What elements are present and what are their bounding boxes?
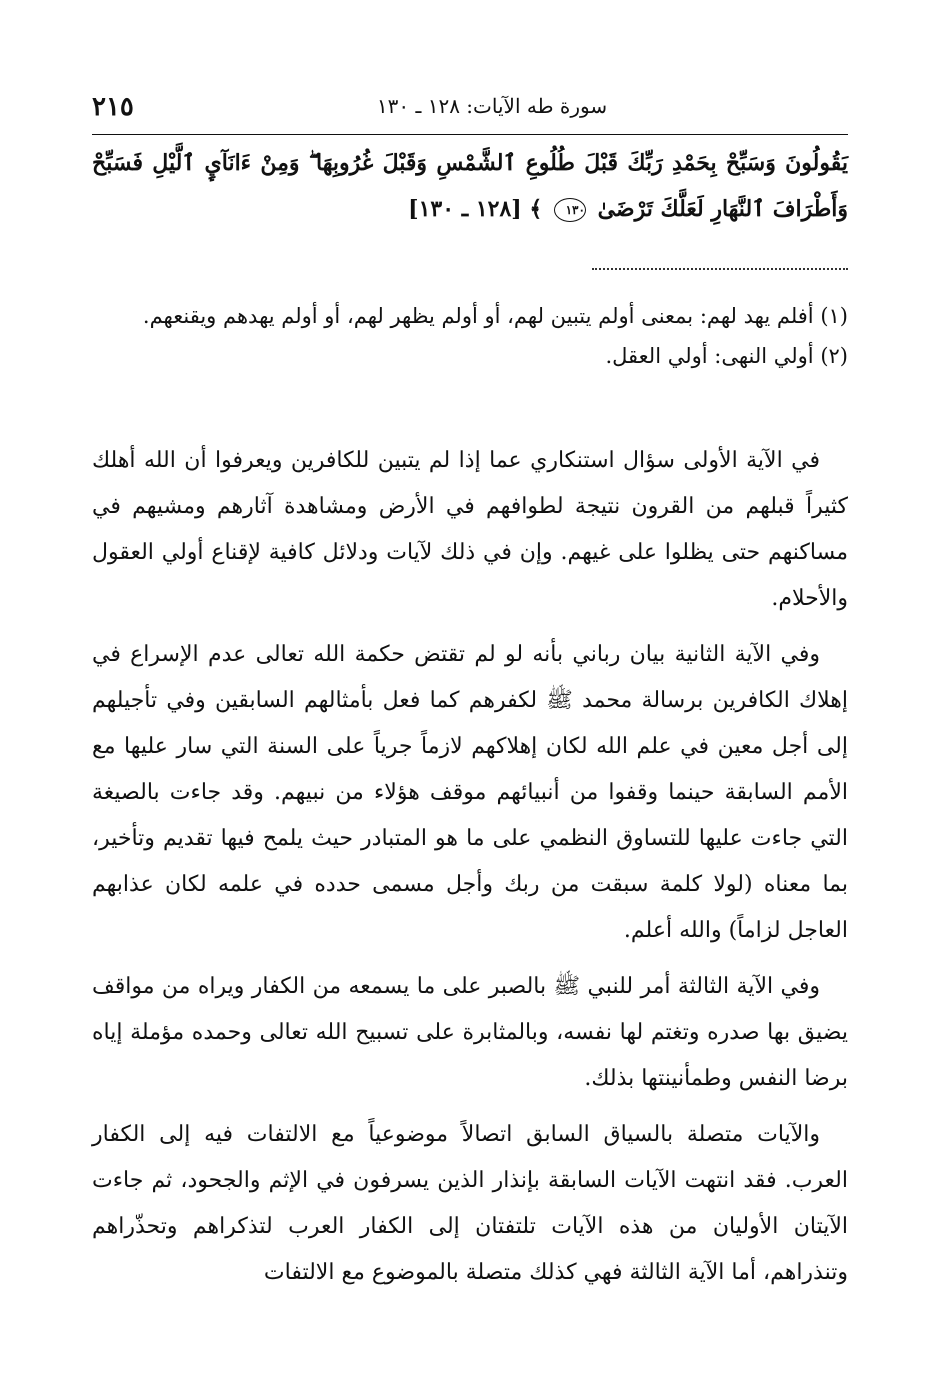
page-number: ٢١٥: [92, 92, 134, 122]
footnote-separator: [592, 268, 848, 270]
paragraph-2: وفي الآية الثانية بيان رباني بأنه لو لم تقتض حكمة الله تعالى عدم الإسراع في إهلاك الكافرين برسالة محمد ﷺ لكفرهم كما فعل بأمثالهم السابقين وفي تأجيلهم إلى أجل معين في علم الله لكان إهلاكهم لازماً جرياً على السنة التي سار عليها مع الأمم السابقة حينما وقفوا من أنبيائهم موقف هؤلاء من نبيهم. وقد جاءت بالصيغة التي جاءت عليها للتساوق النظمي على ما هو المتبادر حيث يلمح فيها تقديم وتأخير، بما معناه (لولا كلمة سبقت من ربك وأجل مسمى حدده في علمه لكان عذابهم العاجل لزاماً) والله أعلم.: [92, 642, 848, 943]
paragraph-1: في الآية الأولى سؤال استنكاري عما إذا لم يتبين للكافرين ويعرفوا أن الله أهلك كثيراً قبلهم من القرون نتيجة لطوافهم في الأرض ومشاهدة آثارهم ومشيهم في مساكنهم حتى يظلوا على غيهم. وإن في ذلك لآيات ودلائل كافية لإقناع أولي العقول والأحلام.: [92, 448, 848, 611]
paragraph-4: والآيات متصلة بالسياق السابق اتصالاً موضوعياً مع الالتفات فيه إلى الكفار العرب. فقد انتهت الآيات السابقة بإنذار الذين يسرفون في الإثم والجحود، ثم جاءت الآيتان الأوليان من هذه الآيات تلتفتان إلى الكفار العرب لتذكراهم وتحذّراهم وتنذراهم، أما الآية الثالثة فهي كذلك متصلة بالموضوع مع الالتفات: [92, 1122, 848, 1285]
page-header: [92, 88, 848, 135]
verse-reference: [١٢٨ ـ ١٣٠]: [408, 196, 522, 222]
ayah-number-mark: ١٣٠: [554, 198, 586, 222]
footnote-2: (٢) أولي النهى: أولي العقل.: [605, 344, 848, 368]
quran-verse: [92, 140, 848, 232]
footnotes: [92, 296, 848, 376]
verse-end-mark: ﴾: [529, 196, 543, 222]
footnote-1: (١) أفلم يهد لهم: بمعنى أولم يتبين لهم، أو أولم يظهر لهم، أو أولم يهدهم ويقنعهم.: [142, 304, 848, 328]
paragraph-3: وفي الآية الثالثة أمر للنبي ﷺ بالصبر على ما يسمعه من الكفار ويراه من مواقف يضيق بها صدره وتغتم لها نفسه، وبالمثابرة على تسبيح الله تعالى وحمده مؤملة إياه برضا النفس وطمأنينتها بذلك.: [92, 974, 848, 1091]
commentary-body: [92, 438, 848, 1306]
running-title: سورة طه الآيات: ١٢٨ ـ ١٣٠: [376, 94, 608, 118]
verse-text: يَقُولُونَ وَسَبِّحْ بِحَمْدِ رَبِّكَ قَبْلَ طُلُوعِ ٱلشَّمْسِ وَقَبْلَ غُرُوبِهَا ۖ وَمِنْ ءَانَآيِٕ ٱلَّيْلِ فَسَبِّحْ وَأَطْرَافَ ٱلنَّهَارِ لَعَلَّكَ تَرْضَىٰ: [92, 150, 848, 222]
